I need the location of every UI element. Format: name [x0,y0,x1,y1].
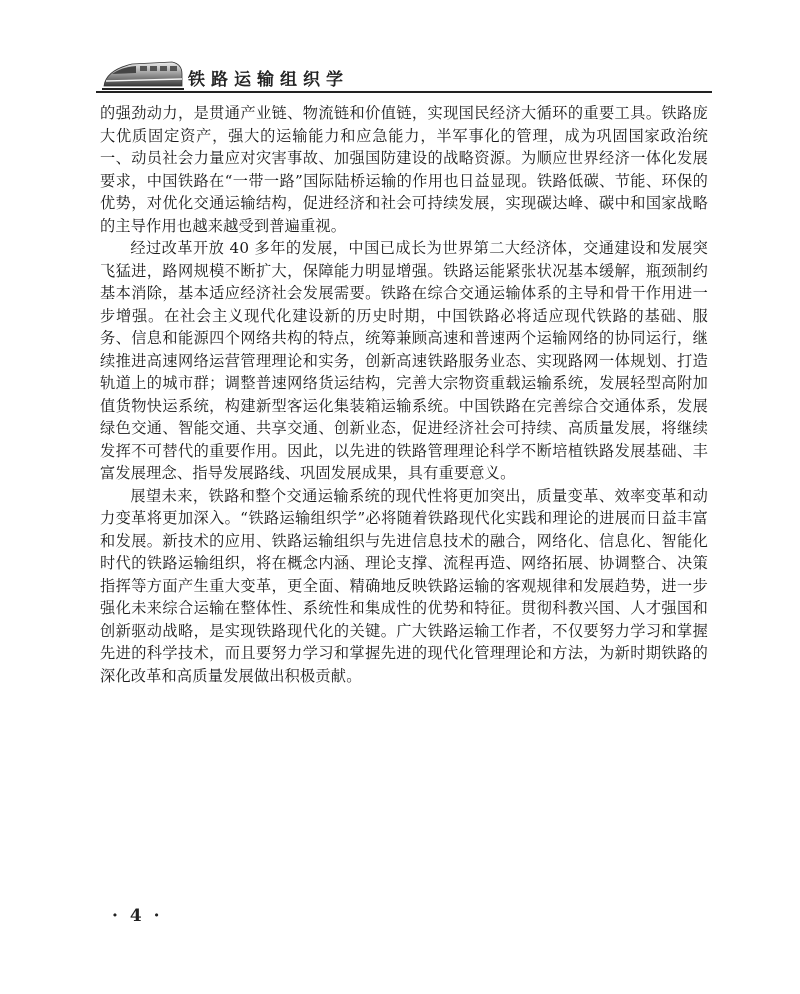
header-divider [96,91,712,93]
body-text [100,102,708,687]
page-number: · 4 · [112,906,163,926]
paragraph-1: 的强劲动力，是贯通产业链、物流链和价值链，实现国民经济大循环的重要工具。铁路庞大优质固定资产，强大的运输能力和应急能力，半军事化的管理，成为巩固国家政治统一、动员社会力量应对灾害事故、加强国防建设的战略资源。为顺应世界经济一体化发展要求，中国铁路在“一带一路”国际陆桥运输的作用也日益显现。铁路低碳、节能、环保的优势，对优化交通运输结构，促进经济和社会可持续发展，实现碳达峰、碳中和国家战略的主导作用也越来越受到普遍重视。 [100,104,708,235]
train-icon [102,56,184,92]
paragraph-3: 展望未来，铁路和整个交通运输系统的现代性将更加突出，质量变革、效率变革和动力变革将更加深入。“铁路运输组织学”必将随着铁路现代化实践和理论的进展而日益丰富和发展。新技术的应用、铁路运输组织与先进信息技术的融合，网络化、信息化、智能化时代的铁路运输组织，将在概念内涵、理论支撑、流程再造、网络拓展、协调整合、决策指挥等方面产生重大变革，更全面、精确地反映铁路运输的客观规律和发展趋势，进一步强化未来综合运输在整体性、系统性和集成性的优势和特征。贯彻科教兴国、人才强国和创新驱动战略，是实现铁路现代化的关键。广大铁路运输工作者，不仅要努力学习和掌握先进的科学技术，而且要努力学习和掌握先进的现代化管理理论和方法，为新时期铁路的深化改革和高质量发展做出积极贡献。 [100,486,708,685]
running-header [96,54,712,96]
paragraph-2: 经过改革开放 40 多年的发展，中国已成长为世界第二大经济体，交通建设和发展突飞猛进，路网规模不断扩大，保障能力明显增强。铁路运能紧张状况基本缓解，瓶颈制约基本消除，基本适应经济社会发展需要。铁路在综合交通运输体系的主导和骨干作用进一步增强。在社会主义现代化建设新的历史时期，中国铁路必将适应现代铁路的基础、服务、信息和能源四个网络共构的特点，统筹兼顾高速和普速两个运输网络的协同运行，继续推进高速网络运营管理理论和实务，创新高速铁路服务业态、实现路网一体规划、打造轨道上的城市群；调整普速网络货运结构，完善大宗物资重载运输系统，发展轻型高附加值货物快运系统，构建新型客运化集装箱运输系统。中国铁路在完善综合交通体系，发展绿色交通、智能交通、共享交通、创新业态，促进经济社会可持续、高质量发展，将继续发挥不可替代的重要作用。因此，以先进的铁路管理理论科学不断培植铁路发展基础、丰富发展理念、指导发展路线、巩固发展成果，具有重要意义。 [100,239,708,482]
book-title: 铁路运输组织学 [188,70,349,90]
